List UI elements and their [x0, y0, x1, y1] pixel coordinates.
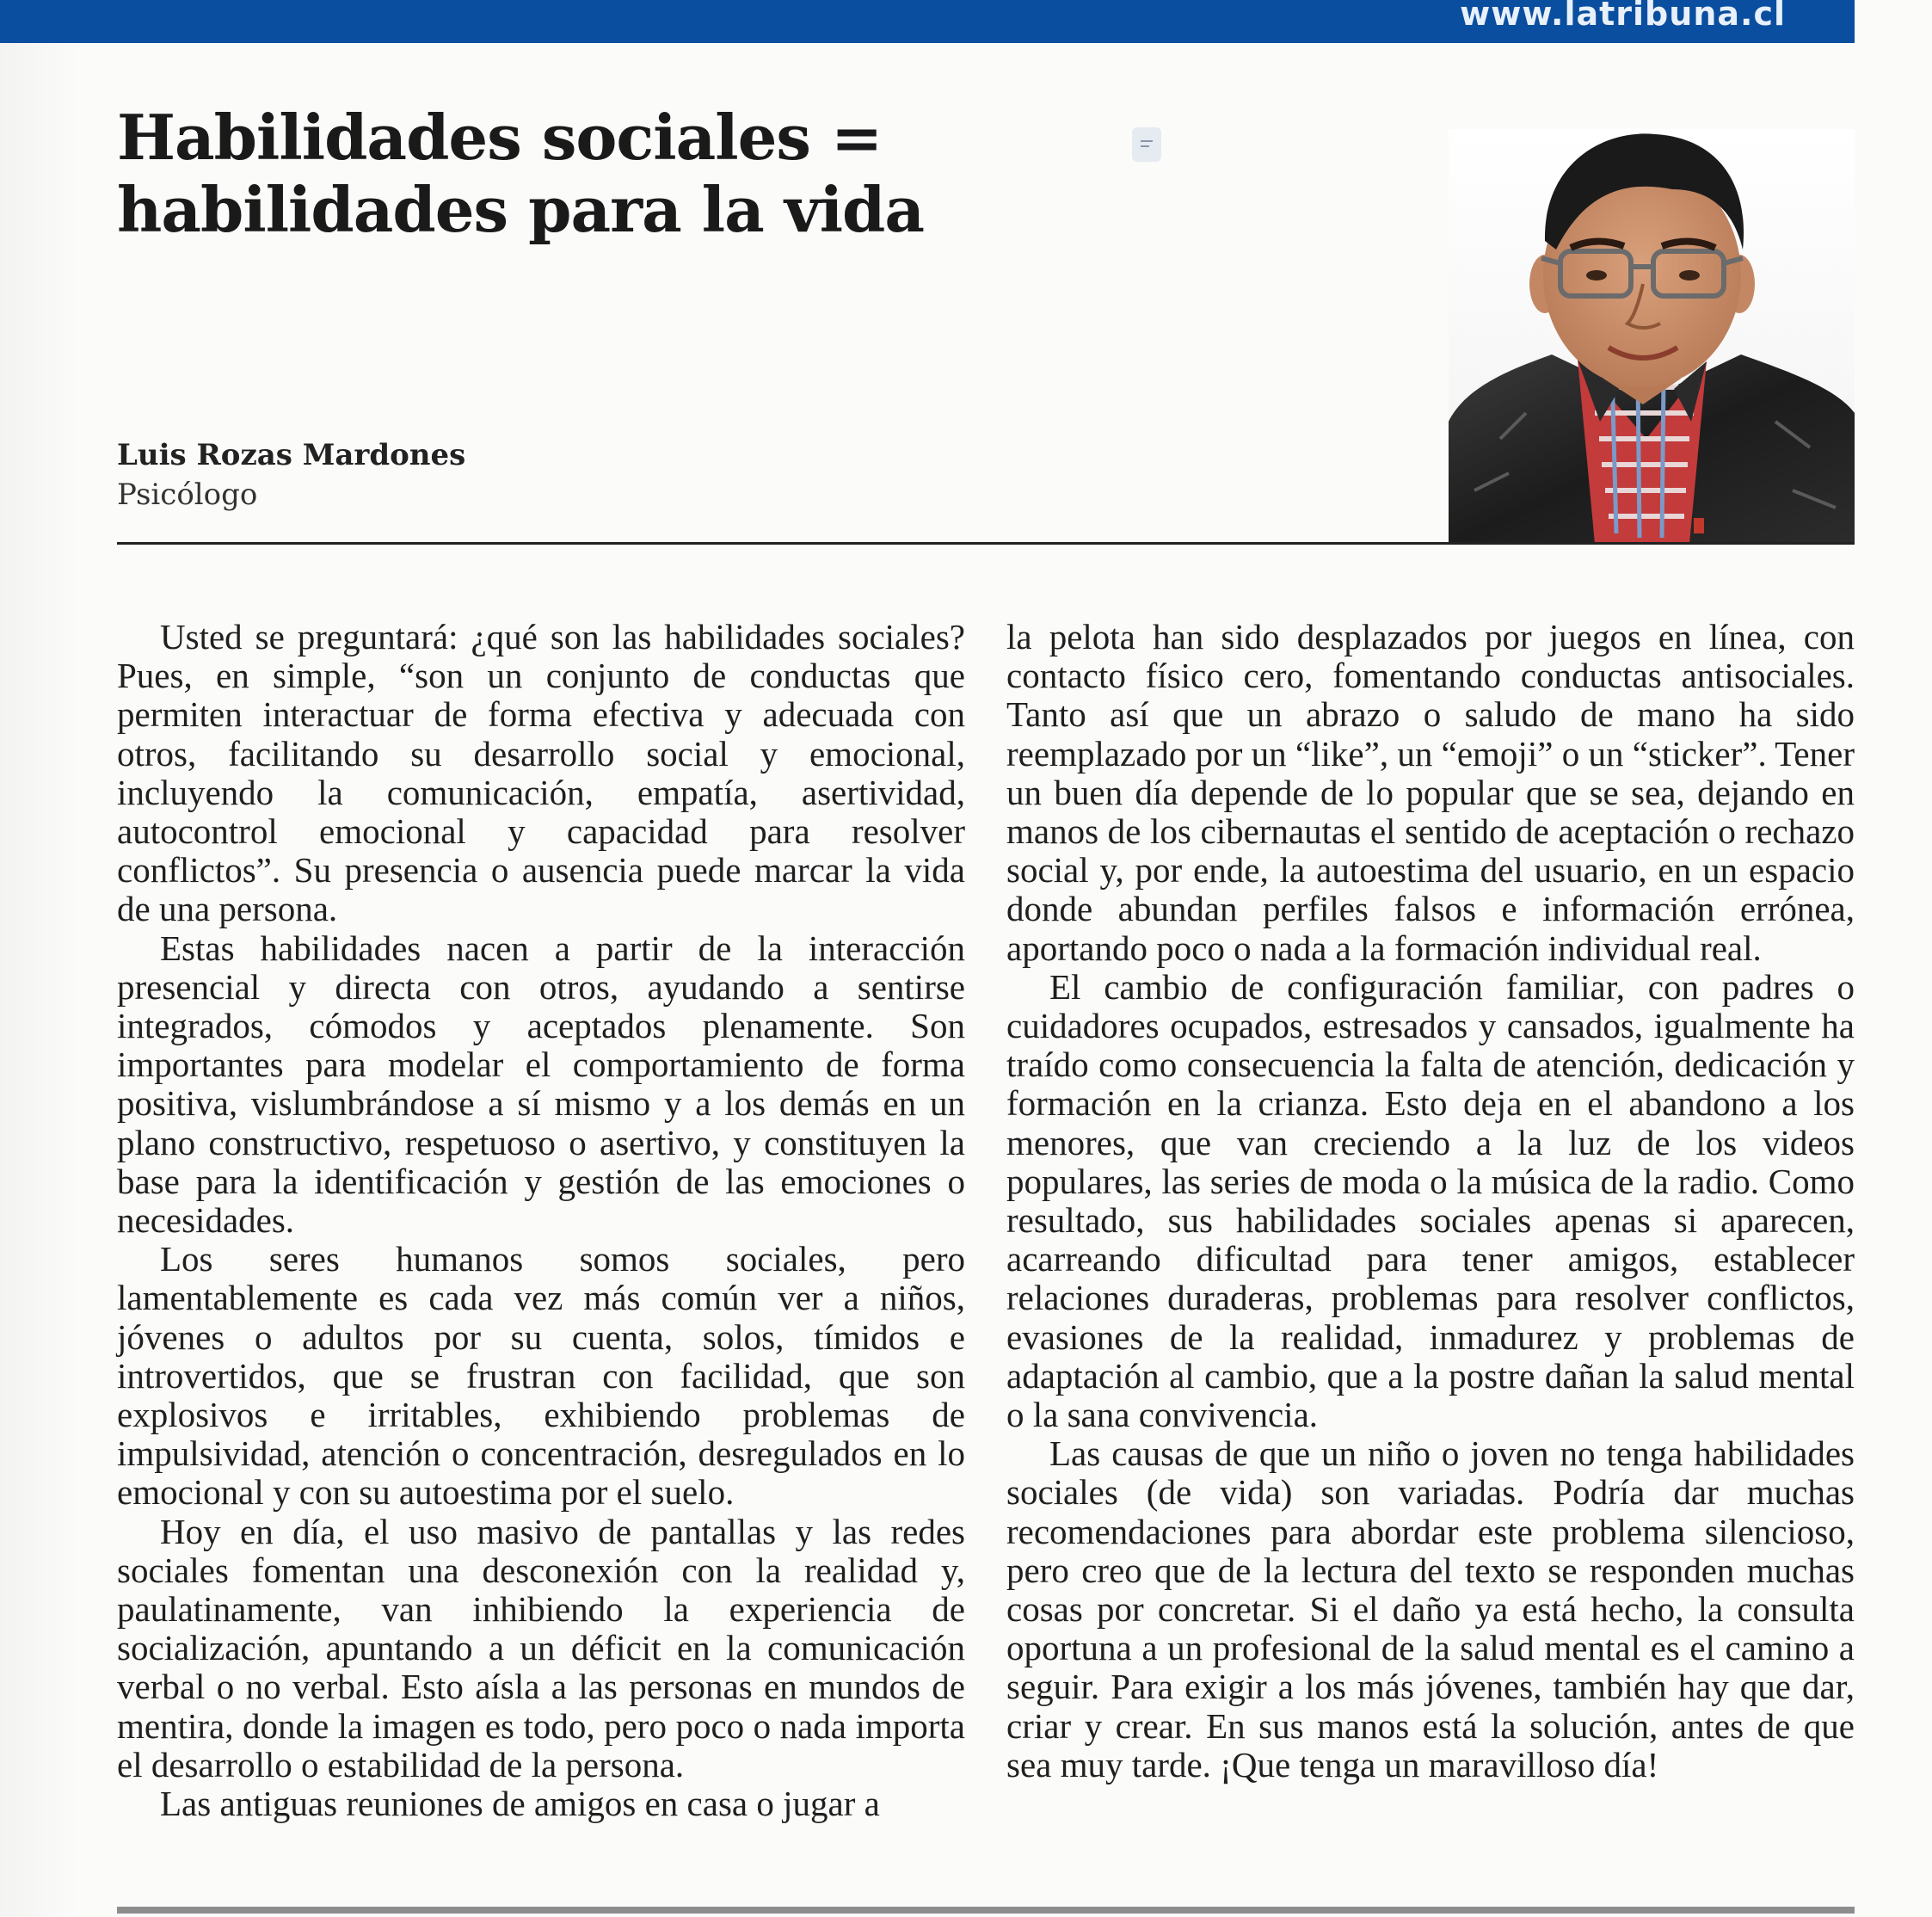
- author-name: Luis Rozas Mardones: [117, 438, 466, 472]
- header-divider: [117, 542, 1855, 545]
- paragraph: Los seres humanos somos sociales, pero lamentablemente es cada vez más común ver a niños, jóvenes o adultos por su cuenta, solos, tímidos e introvertidos, que se frustran con facilidad, que son explosivos e irritables, exhibiendo problemas de impulsividad, atención o concentración, desregulados en lo emocional y con su autoestima por el suelo.: [117, 1239, 965, 1513]
- article-column-right: [1006, 618, 1855, 1784]
- paragraph: Estas habilidades nacen a partir de la interacción presencial y directa con otros, ayudando a sentirse integrados, cómodos y aceptados plenamente. Son importantes para modelar el comportamiento de forma positiva, vislumbrándose a sí mismo y a los demás en un plano constructivo, respetuoso o asertivo, y constituyen la base para la identificación y gestión de las emociones o necesidades.: [117, 928, 965, 1241]
- article-headline: Habilidades sociales = habilidades para la vida: [117, 101, 925, 246]
- paragraph: Las antiguas reuniones de amigos en casa o jugar a: [160, 1784, 880, 1824]
- byline: [117, 435, 465, 515]
- paragraph: Las causas de que un niño o joven no tenga habilidades sociales (de vida) son variadas. Podría dar muchas recomendaciones para abordar este problema silencioso, pero creo que de la lectura del texto se responden muchas cosas por concretar. Si el daño ya está hecho, la consulta oportuna a un profesional de la salud mental es el camino a seguir. Para exigir a los más jóvenes, también hay que dar, criar y crear. En sus manos está la solución, antes de que sea muy tarde. ¡Que tenga un maravilloso día!: [1006, 1433, 1855, 1784]
- paragraph: Hoy en día, el uso masivo de pantallas y las redes sociales fomentan una desconexión con la realidad y, paulatinamente, van inhibiendo la experiencia de socialización, apuntando a un déficit en la comunicación verbal o no verbal. Esto aísla a las personas en mundos de mentira, donde la imagen es todo, pero poco o nada importa el desarrollo o estabilidad de la persona.: [117, 1511, 965, 1784]
- site-url: www.latribuna.cl: [1460, 0, 1786, 33]
- article-column-left: [117, 618, 965, 1823]
- paragraph: El cambio de configuración familiar, con padres o cuidadores ocupados, estresados y cansados, igualmente ha traído como consecuencia la falta de atención, dedicación y formación en la crianza. Esto deja en el abandono a los menores, que van creciendo a la luz de los videos populares, las series de moda o la música de la radio. Como resultado, sus habilidades sociales apenas si aparecen, acarreando dificultad para tener amigos, establecer relaciones duraderas, problemas para resolver conflictos, evasiones de la realidad, inmadurez y problemas de adaptación al cambio, que a la postre dañan la salud mental o la sana convivencia.: [1006, 966, 1855, 1435]
- author-portrait-image: [1449, 129, 1855, 544]
- author-photo: [1449, 129, 1855, 544]
- paragraph: Usted se preguntará: ¿qué son las habilidades sociales? Pues, en simple, “son un conjunto de conductas que permiten interactuar de forma efectiva y adecuada con otros, facilitando su desarrollo social y emocional, incluyendo la comunicación, empatía, asertividad, autocontrol emocional y capacidad para resolver conflictos”. Su presencia o ausencia puede marcar la vida de una persona.: [117, 617, 965, 929]
- top-bar: [0, 0, 1855, 43]
- note-icon[interactable]: [1132, 127, 1161, 162]
- author-title: Psicólogo: [117, 478, 258, 512]
- paragraph: la pelota han sido desplazados por juegos en línea, con contacto físico cero, fomentando conductas antisociales. Tanto así que un abrazo o saludo de mano ha sido reemplazado por un “like”, un “emoji” o un “sticker”. Tener un buen día depende de lo popular que se sea, dejando en manos de los cibernautas el sentido de aceptación o rechazo social y, por ende, la autoestima del usuario, en un espacio donde abundan perfiles falsos e información errónea, aportando poco o nada a la formación individual real.: [1006, 617, 1855, 968]
- footer-divider: [117, 1907, 1855, 1914]
- page-edge-shadow: [0, 43, 79, 1917]
